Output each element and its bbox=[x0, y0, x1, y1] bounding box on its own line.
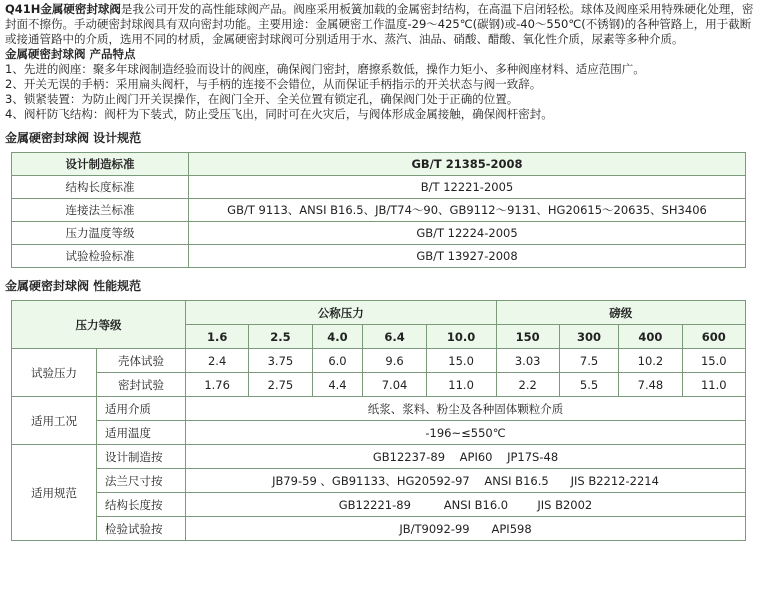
pound-value: 300 bbox=[559, 325, 618, 349]
intro-text: 是我公司开发的高性能球阀产品。阀座采用板簧加载的金属密封结构，在高温下启闭轻松。球体及阀座采用特殊硬化处理，密封面不擦伤。手动硬密封球阀具有双向密封功能。主要用途：金属硬密工作温度-29～425℃(碳钢)或-40～550℃(不锈钢)的各种管路上，用于截断或接通管路中的介质，选用不同的材质，金属硬密封球阀可分别适用于水、蒸汽、油品、硝酸、醋酸、氧化性介质，尿素等多种介质。 bbox=[5, 2, 754, 46]
table-cell: 3.03 bbox=[496, 349, 559, 373]
design-spec-title: 金属硬密封球阀 设计规范 bbox=[5, 131, 142, 145]
temperature-label: 适用温度 bbox=[97, 421, 186, 445]
table-row bbox=[12, 349, 746, 373]
feature-item: 3、锁紧装置：为防止阀门开关误操作，在阀门全开、全关位置有锁定孔，确保阀门处于正确的位置。 bbox=[5, 92, 519, 106]
table-row bbox=[12, 373, 746, 397]
shell-test-label: 壳体试验 bbox=[97, 349, 186, 373]
pound-value: 600 bbox=[682, 325, 745, 349]
flange-by-label: 法兰尺寸按 bbox=[97, 469, 186, 493]
nominal-value: 4.0 bbox=[312, 325, 363, 349]
spec-value: B/T 12221-2005 bbox=[189, 176, 746, 199]
spec-label: 压力温度等级 bbox=[12, 222, 189, 245]
table-row bbox=[12, 493, 746, 517]
perf-spec-title: 金属硬密封球阀 性能规范 bbox=[5, 279, 142, 293]
table-row bbox=[12, 301, 746, 325]
design-spec-table bbox=[11, 152, 746, 268]
table-row bbox=[12, 199, 746, 222]
pound-value: 150 bbox=[496, 325, 559, 349]
table-cell: 4.4 bbox=[312, 373, 363, 397]
table-cell: 7.04 bbox=[363, 373, 426, 397]
nominal-value: 10.0 bbox=[426, 325, 496, 349]
design-by-value: GB12237-89 API60 JP17S-48 bbox=[186, 445, 746, 469]
table-cell: 10.2 bbox=[619, 349, 682, 373]
inspection-by-label: 检验试验按 bbox=[97, 517, 186, 541]
table-cell: 2.75 bbox=[249, 373, 312, 397]
table-cell: 6.0 bbox=[312, 349, 363, 373]
table-cell: 7.5 bbox=[559, 349, 618, 373]
feature-item: 2、开关无误的手柄：采用扁头阀杆，与手柄的连接不会错位，从而保证手柄指示的开关状态与阀一致辞。 bbox=[5, 77, 542, 91]
design-standard-value: GB/T 21385-2008 bbox=[189, 153, 746, 176]
pressure-grade-header: 压力等级 bbox=[12, 301, 186, 349]
spec-label: 试验检验标准 bbox=[12, 245, 189, 268]
product-model: Q41H金属硬密封球阀 bbox=[5, 2, 121, 16]
inspection-by-value: JB/T9092-99 API598 bbox=[186, 517, 746, 541]
features-title: 金属硬密封球阀 产品特点 bbox=[5, 47, 136, 61]
length-by-value: GB12221-89 ANSI B16.0 JIS B2002 bbox=[186, 493, 746, 517]
feature-item: 1、先进的阀座：聚多年球阀制造经验而设计的阀座，确保阀门密封，磨擦系数低，操作力矩小、多种阀座材料、适应范围广。 bbox=[5, 62, 645, 76]
length-by-label: 结构长度按 bbox=[97, 493, 186, 517]
table-row bbox=[12, 421, 746, 445]
perf-spec-table bbox=[11, 300, 746, 541]
table-cell: 5.5 bbox=[559, 373, 618, 397]
design-by-label: 设计制造按 bbox=[97, 445, 186, 469]
spec-value: GB/T 9113、ANSI B16.5、JB/T74～90、GB9112～9131、HG20615～20635、SH3406 bbox=[189, 199, 746, 222]
spec-label: 结构长度标准 bbox=[12, 176, 189, 199]
design-standard-label: 设计制造标准 bbox=[12, 153, 189, 176]
seal-test-label: 密封试验 bbox=[97, 373, 186, 397]
temperature-value: -196~≤550℃ bbox=[186, 421, 746, 445]
flange-by-value: JB79-59 、GB91133、HG20592-97 ANSI B16.5 JIS B2212-2214 bbox=[186, 469, 746, 493]
nominal-value: 1.6 bbox=[186, 325, 249, 349]
pound-value: 400 bbox=[619, 325, 682, 349]
table-cell: 15.0 bbox=[426, 349, 496, 373]
table-cell: 11.0 bbox=[426, 373, 496, 397]
table-row bbox=[12, 517, 746, 541]
table-cell: 15.0 bbox=[682, 349, 745, 373]
table-row bbox=[12, 469, 746, 493]
nominal-value: 6.4 bbox=[363, 325, 426, 349]
intro-paragraph bbox=[5, 2, 754, 47]
pound-class-header: 磅级 bbox=[496, 301, 745, 325]
medium-value: 纸浆、浆料、粉尘及各种固体颗粒介质 bbox=[186, 397, 746, 421]
medium-label: 适用介质 bbox=[97, 397, 186, 421]
table-cell: 2.2 bbox=[496, 373, 559, 397]
table-cell: 1.76 bbox=[186, 373, 249, 397]
table-row bbox=[12, 153, 746, 176]
nominal-value: 2.5 bbox=[249, 325, 312, 349]
conditions-label: 适用工况 bbox=[12, 397, 97, 445]
table-cell: 7.48 bbox=[619, 373, 682, 397]
table-cell: 3.75 bbox=[249, 349, 312, 373]
table-row bbox=[12, 445, 746, 469]
table-row bbox=[12, 245, 746, 268]
table-row bbox=[12, 222, 746, 245]
table-cell: 2.4 bbox=[186, 349, 249, 373]
feature-item: 4、阀杆防飞结构：阀杆为下装式，防止受压飞出，同时可在火灾后，与阀体形成金属接触，确保阀杆密封。 bbox=[5, 107, 553, 121]
nominal-pressure-header: 公称压力 bbox=[186, 301, 497, 325]
table-cell: 11.0 bbox=[682, 373, 745, 397]
spec-value: GB/T 12224-2005 bbox=[189, 222, 746, 245]
table-row bbox=[12, 397, 746, 421]
spec-value: GB/T 13927-2008 bbox=[189, 245, 746, 268]
test-pressure-label: 试验压力 bbox=[12, 349, 97, 397]
table-row bbox=[12, 176, 746, 199]
spec-label: 连接法兰标准 bbox=[12, 199, 189, 222]
standards-label: 适用规范 bbox=[12, 445, 97, 541]
table-cell: 9.6 bbox=[363, 349, 426, 373]
